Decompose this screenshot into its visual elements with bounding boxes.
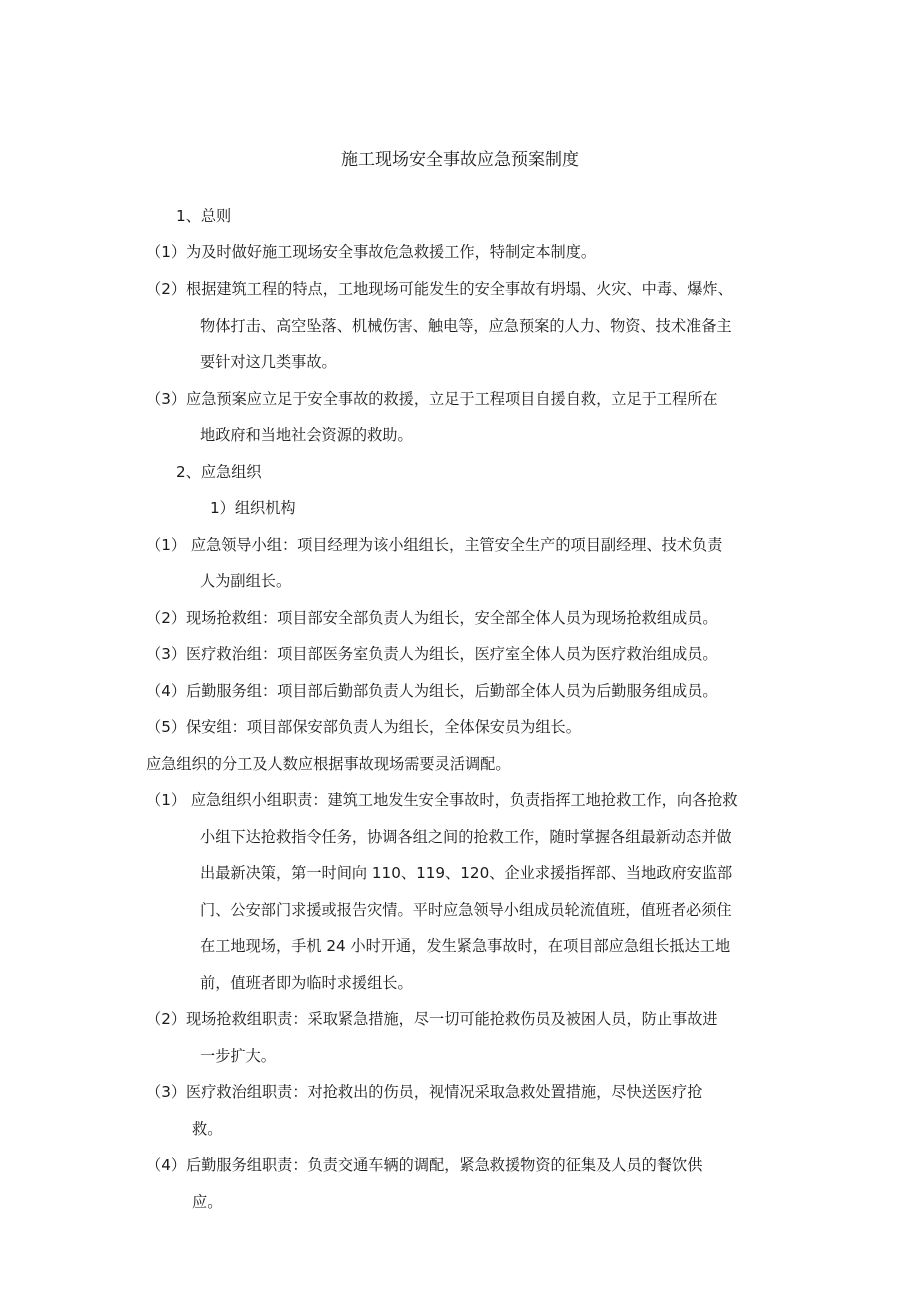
subsection-heading: 1）组织机构	[210, 499, 296, 517]
paragraph-line: 人为副组长。	[200, 572, 292, 590]
paragraph-line: 前，值班者即为临时求援组长。	[200, 974, 413, 992]
paragraph-line: （1） 应急领导小组：项目经理为该小组组长，主管安全生产的项目副经理、技术负责	[146, 536, 723, 554]
paragraph-line: 在工地现场，手机 24 小时开通，发生紧急事故时，在项目部应急组长抵达工地	[200, 937, 731, 955]
paragraph-line: 小组下达抢救指令任务，协调各组之间的抢救工作，随时掌握各组最新动态并做	[200, 828, 732, 846]
paragraph-line: 一步扩大。	[200, 1047, 276, 1065]
paragraph-line: 出最新决策，第一时间向 110、119、120、企业求援指挥部、当地政府安监部	[200, 864, 733, 882]
paragraph-line: 地政府和当地社会资源的救助。	[200, 426, 413, 444]
paragraph-line: 应急组织的分工及人数应根据事故现场需要灵活调配。	[146, 755, 511, 773]
paragraph-line: （4）后勤服务组：项目部后勤部负责人为组长，后勤部全体人员为后勤服务组成员。	[146, 682, 718, 700]
paragraph-line: （3）医疗救治组职责：对抢救出的伤员，视情况采取急救处置措施，尽快送医疗抢	[146, 1083, 703, 1101]
paragraph-line: （5）保安组：项目部保安部负责人为组长，全体保安员为组长。	[146, 718, 581, 736]
paragraph-line: （1） 应急组织小组职责：建筑工地发生安全事故时，负责指挥工地抢救工作，向各抢救	[146, 791, 738, 809]
paragraph-line: （2）根据建筑工程的特点，工地现场可能发生的安全事故有坍塌、火灾、中毒、爆炸、	[146, 280, 733, 298]
paragraph-line: （3）应急预案应立足于安全事故的救援，立足于工程项目自援自救，立足于工程所在	[146, 390, 718, 408]
paragraph-line: （2）现场抢救组职责：采取紧急措施，尽一切可能抢救伤员及被困人员，防止事故进	[146, 1010, 718, 1028]
paragraph-line: （3）医疗救治组：项目部医务室负责人为组长，医疗室全体人员为医疗救治组成员。	[146, 645, 718, 663]
paragraph-line: 要针对这几类事故。	[200, 353, 337, 371]
paragraph-line: 物体打击、高空坠落、机械伤害、触电等，应急预案的人力、物资、技术准备主	[200, 317, 732, 335]
paragraph-line: （2）现场抢救组：项目部安全部负责人为组长，安全部全体人员为现场抢救组成员。	[146, 609, 718, 627]
paragraph-line: （4）后勤服务组职责：负责交通车辆的调配，紧急救援物资的征集及人员的餐饮供	[146, 1156, 703, 1174]
paragraph-line: 门、公安部门求援或报告灾情。平时应急领导小组成员轮流值班，值班者必须住	[200, 901, 732, 919]
section-heading: 2、应急组织	[176, 463, 262, 481]
document-title: 施工现场安全事故应急预案制度	[341, 150, 579, 170]
paragraph-line: 应。	[192, 1193, 223, 1211]
paragraph-line: 救。	[192, 1120, 223, 1138]
paragraph-line: （1）为及时做好施工现场安全事故危急救援工作，特制定本制度。	[146, 243, 597, 261]
section-heading: 1、总则	[176, 207, 232, 225]
